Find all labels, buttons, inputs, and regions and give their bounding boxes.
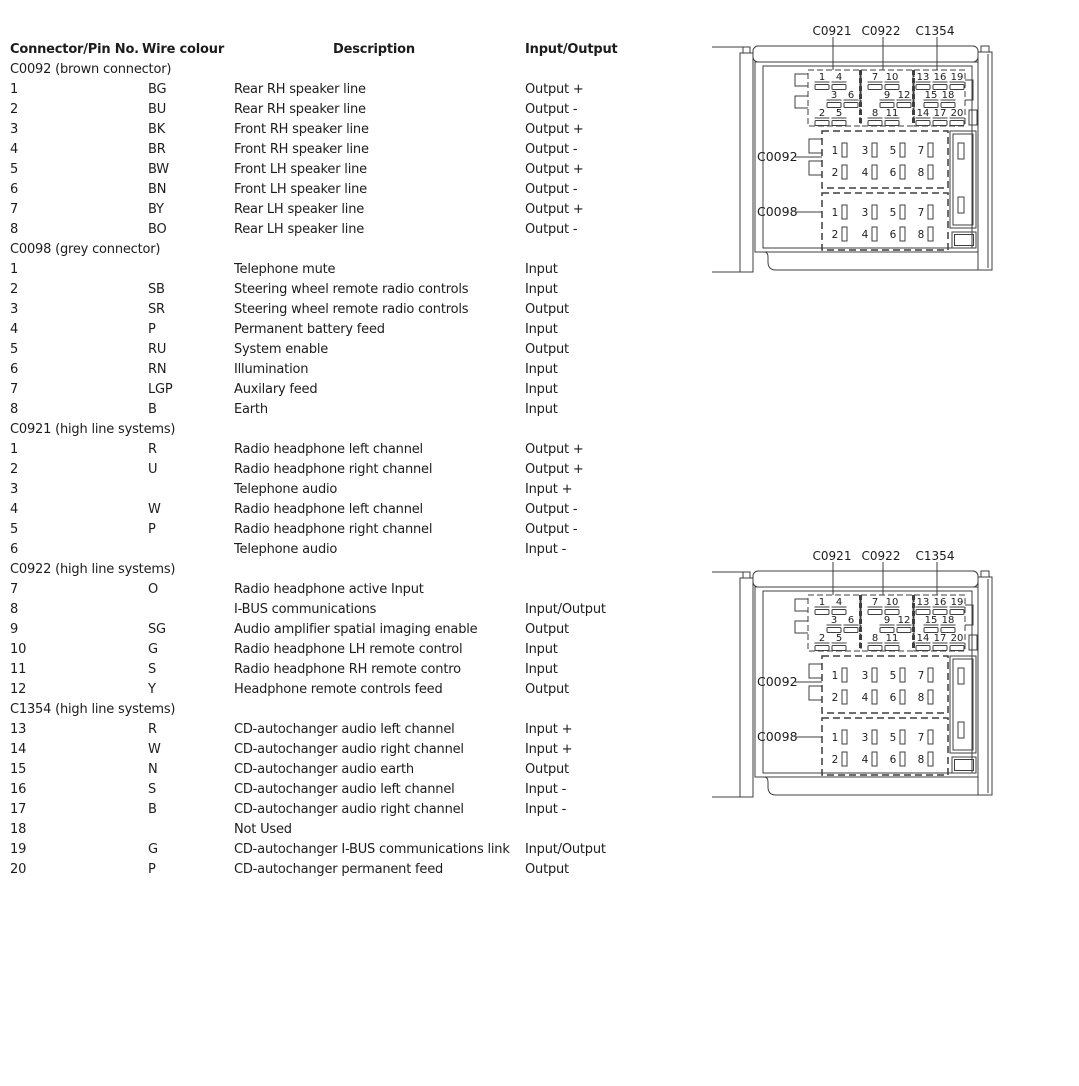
pin-cell: 6 — [10, 542, 19, 557]
io-cell: Input — [525, 362, 558, 377]
description-cell: Radio headphone right channel — [234, 522, 433, 537]
description-cell: Steering wheel remote radio controls — [234, 302, 469, 317]
io-cell: Input + — [525, 482, 573, 497]
table-row — [0, 640, 700, 660]
pin-number: 1 — [831, 207, 839, 219]
wire-colour-cell: SG — [148, 622, 166, 637]
connector-label-c1354: C1354 — [915, 549, 955, 563]
description-cell: Steering wheel remote radio controls — [234, 282, 469, 297]
pin-number: 4 — [835, 72, 843, 83]
pin-cell: 1 — [10, 442, 19, 457]
table-row — [0, 860, 700, 880]
wire-colour-cell: BY — [148, 202, 164, 217]
pin-number: 19 — [950, 597, 964, 608]
pin-cell: 7 — [10, 382, 19, 397]
connector-label-c0098: C0098 — [757, 204, 798, 219]
connector-label-c0098: C0098 — [757, 729, 798, 744]
io-cell: Input — [525, 282, 558, 297]
table-row — [0, 340, 700, 360]
pin-cell: 8 — [10, 602, 19, 617]
table-row — [0, 660, 700, 680]
io-cell: Output + — [525, 462, 584, 477]
connector-label-c0922: C0922 — [861, 549, 901, 563]
pin-number: 6 — [889, 229, 897, 241]
table-row — [0, 680, 700, 700]
section-title: C0092 (brown connector) — [10, 62, 172, 77]
io-cell: Output - — [525, 102, 578, 117]
pin-number: 13 — [916, 72, 930, 83]
wire-colour-cell: S — [148, 782, 157, 797]
description-cell: Telephone audio — [234, 482, 338, 497]
connector-diagram-top — [712, 20, 1000, 282]
description-cell: CD-autochanger audio right channel — [234, 802, 464, 817]
description-cell: System enable — [234, 342, 329, 357]
io-cell: Input — [525, 402, 558, 417]
connector-label-c0092: C0092 — [757, 149, 798, 164]
io-cell: Output + — [525, 442, 584, 457]
io-cell: Output + — [525, 82, 584, 97]
pin-number: 3 — [861, 145, 869, 157]
section-title: C0098 (grey connector) — [10, 242, 161, 257]
io-cell: Output + — [525, 122, 584, 137]
pin-number: 3 — [830, 90, 838, 101]
wire-colour-cell: S — [148, 662, 157, 677]
wire-colour-cell: G — [148, 842, 158, 857]
wire-colour-cell: W — [148, 502, 161, 517]
pin-number: 14 — [916, 108, 930, 119]
description-cell: CD-autochanger audio left channel — [234, 782, 455, 797]
connector-label-c0921: C0921 — [812, 24, 852, 38]
io-cell: Input - — [525, 782, 567, 797]
description-cell: Headphone remote controls feed — [234, 682, 443, 697]
section-title-row — [0, 240, 700, 260]
pin-cell: 4 — [10, 142, 19, 157]
section-title-row — [0, 420, 700, 440]
pin-cell: 13 — [10, 722, 27, 737]
pin-number: 7 — [871, 597, 879, 608]
pin-cell: 1 — [10, 262, 19, 277]
table-row — [0, 80, 700, 100]
pin-cell: 1 — [10, 82, 19, 97]
table-header-row — [0, 40, 700, 60]
pin-number: 6 — [847, 90, 855, 101]
pin-number: 8 — [917, 692, 925, 704]
table-row — [0, 220, 700, 240]
pin-cell: 3 — [10, 482, 19, 497]
wire-colour-cell: U — [148, 462, 158, 477]
pin-number: 6 — [847, 615, 855, 626]
pin-number: 19 — [950, 72, 964, 83]
pin-number: 1 — [831, 732, 839, 744]
pin-number: 11 — [885, 633, 899, 644]
description-cell: Permanent battery feed — [234, 322, 385, 337]
io-cell: Output — [525, 682, 569, 697]
description-cell: Front LH speaker line — [234, 182, 367, 197]
description-cell: Earth — [234, 402, 268, 417]
table-row — [0, 480, 700, 500]
section-title: C0922 (high line systems) — [10, 562, 176, 577]
description-cell: Not Used — [234, 822, 292, 837]
description-cell: Front RH speaker line — [234, 122, 369, 137]
io-cell: Output - — [525, 522, 578, 537]
pin-number: 6 — [889, 692, 897, 704]
pin-number: 4 — [835, 597, 843, 608]
pin-number: 4 — [861, 229, 869, 241]
wire-colour-cell: LGP — [148, 382, 173, 397]
pin-number: 4 — [861, 754, 869, 766]
description-cell: CD-autochanger audio left channel — [234, 722, 455, 737]
pin-cell: 19 — [10, 842, 27, 857]
rear-connector-diagram-top — [712, 20, 1000, 286]
pin-number: 16 — [933, 72, 947, 83]
pin-cell: 17 — [10, 802, 27, 817]
pin-number: 14 — [916, 633, 930, 644]
table-row — [0, 400, 700, 420]
pin-number: 20 — [950, 633, 964, 644]
table-row — [0, 260, 700, 280]
column-header-input-output: Input/Output — [525, 42, 618, 57]
pin-number: 3 — [861, 670, 869, 682]
io-cell: Input + — [525, 722, 573, 737]
table-row — [0, 140, 700, 160]
pin-number: 15 — [924, 90, 938, 101]
chassis-outline — [712, 24, 992, 272]
pin-number: 17 — [933, 108, 947, 119]
pin-number: 5 — [889, 207, 897, 219]
connector-diagram-bottom — [712, 545, 1000, 807]
pin-cell: 8 — [10, 222, 19, 237]
wire-colour-cell: B — [148, 402, 157, 417]
wire-colour-cell: Y — [148, 682, 156, 697]
description-cell: Audio amplifier spatial imaging enable — [234, 622, 478, 637]
description-cell: CD-autochanger I-BUS communications link — [234, 842, 510, 857]
description-cell: Rear LH speaker line — [234, 222, 365, 237]
table-row — [0, 600, 700, 620]
pin-number: 1 — [831, 145, 839, 157]
column-header-wire-colour: Wire colour — [142, 42, 225, 57]
rear-connector-diagram-bottom — [712, 545, 1000, 811]
io-cell: Output — [525, 342, 569, 357]
table-row — [0, 540, 700, 560]
io-cell: Output - — [525, 182, 578, 197]
pin-number: 8 — [917, 754, 925, 766]
pin-number: 16 — [933, 597, 947, 608]
pin-cell: 4 — [10, 502, 19, 517]
pin-number: 6 — [889, 754, 897, 766]
pin-cell: 7 — [10, 582, 19, 597]
pin-cell: 5 — [10, 342, 19, 357]
pin-number: 18 — [941, 615, 955, 626]
pin-number: 18 — [941, 90, 955, 101]
io-cell: Output - — [525, 142, 578, 157]
description-cell: Radio headphone LH remote control — [234, 642, 463, 657]
connector-label-c0921: C0921 — [812, 549, 852, 563]
table-row — [0, 720, 700, 740]
pin-number: 2 — [831, 229, 839, 241]
pin-cell: 2 — [10, 282, 19, 297]
wire-colour-cell: BR — [148, 142, 166, 157]
wire-colour-cell: P — [148, 862, 156, 877]
table-row — [0, 740, 700, 760]
table-row — [0, 360, 700, 380]
wire-colour-cell: RU — [148, 342, 167, 357]
pin-cell: 15 — [10, 762, 27, 777]
wire-colour-cell: N — [148, 762, 158, 777]
wire-colour-cell: P — [148, 522, 156, 537]
connector-label-c0922: C0922 — [861, 24, 901, 38]
description-cell: CD-autochanger audio right channel — [234, 742, 464, 757]
io-cell: Output — [525, 762, 569, 777]
pin-number: 11 — [885, 108, 899, 119]
description-cell: Front RH speaker line — [234, 142, 369, 157]
wire-colour-cell: BK — [148, 122, 166, 137]
table-row — [0, 820, 700, 840]
wire-colour-cell: R — [148, 722, 157, 737]
pin-number: 3 — [830, 615, 838, 626]
connector-label-c1354: C1354 — [915, 24, 955, 38]
pin-cell: 10 — [10, 642, 27, 657]
description-cell: Telephone audio — [234, 542, 338, 557]
pin-number: 10 — [885, 597, 899, 608]
pin-cell: 16 — [10, 782, 27, 797]
table-row — [0, 120, 700, 140]
description-cell: Illumination — [234, 362, 309, 377]
pin-number: 5 — [889, 145, 897, 157]
io-cell: Input + — [525, 742, 573, 757]
table-row — [0, 580, 700, 600]
table-row — [0, 840, 700, 860]
pin-number: 8 — [871, 633, 879, 644]
pin-number: 12 — [897, 615, 911, 626]
description-cell: Auxilary feed — [234, 382, 318, 397]
pin-number: 1 — [818, 72, 826, 83]
description-cell: Rear RH speaker line — [234, 82, 366, 97]
wire-colour-cell: RN — [148, 362, 167, 377]
wire-colour-cell: SR — [148, 302, 165, 317]
table-row — [0, 500, 700, 520]
wire-colour-cell: G — [148, 642, 158, 657]
io-cell: Output — [525, 302, 569, 317]
table-row — [0, 460, 700, 480]
table-row — [0, 380, 700, 400]
table-row — [0, 760, 700, 780]
io-cell: Output - — [525, 502, 578, 517]
pin-number: 20 — [950, 108, 964, 119]
description-cell: Radio headphone active Input — [234, 582, 424, 597]
wire-colour-cell: R — [148, 442, 157, 457]
pin-cell: 18 — [10, 822, 27, 837]
table-row — [0, 800, 700, 820]
column-header-connector-pin: Connector/Pin No. — [10, 42, 139, 57]
pin-cell: 9 — [10, 622, 19, 637]
pin-number: 5 — [835, 108, 843, 119]
table-row — [0, 320, 700, 340]
io-cell: Input — [525, 322, 558, 337]
description-cell: Radio headphone right channel — [234, 462, 433, 477]
description-cell: CD-autochanger audio earth — [234, 762, 414, 777]
pin-number: 1 — [818, 597, 826, 608]
table-row — [0, 180, 700, 200]
pin-cell: 7 — [10, 202, 19, 217]
pin-cell: 3 — [10, 122, 19, 137]
table-row — [0, 440, 700, 460]
pin-cell: 5 — [10, 162, 19, 177]
pin-cell: 6 — [10, 362, 19, 377]
pin-number: 2 — [831, 167, 839, 179]
pin-number: 7 — [917, 670, 925, 682]
section-title: C1354 (high line systems) — [10, 702, 176, 717]
wire-colour-cell: BO — [148, 222, 167, 237]
table-row — [0, 520, 700, 540]
pin-cell: 3 — [10, 302, 19, 317]
pin-cell: 2 — [10, 102, 19, 117]
pin-number: 3 — [861, 732, 869, 744]
description-cell: Front LH speaker line — [234, 162, 367, 177]
wire-colour-cell: P — [148, 322, 156, 337]
pin-number: 5 — [835, 633, 843, 644]
pin-number: 15 — [924, 615, 938, 626]
pin-number: 7 — [917, 732, 925, 744]
description-cell: Radio headphone RH remote contro — [234, 662, 461, 677]
section-title-row — [0, 60, 700, 80]
wire-colour-cell: B — [148, 802, 157, 817]
io-cell: Input/Output — [525, 842, 606, 857]
chassis-outline — [712, 549, 992, 797]
pin-number: 5 — [889, 732, 897, 744]
io-cell: Input — [525, 382, 558, 397]
pin-number: 8 — [871, 108, 879, 119]
wire-colour-cell: SB — [148, 282, 165, 297]
wire-colour-cell: BU — [148, 102, 167, 117]
column-header-description: Description — [333, 42, 415, 57]
pin-number: 7 — [917, 145, 925, 157]
description-cell: Radio headphone left channel — [234, 502, 423, 517]
wire-colour-cell: W — [148, 742, 161, 757]
description-cell: Telephone mute — [234, 262, 336, 277]
pin-number: 8 — [917, 229, 925, 241]
pin-number: 8 — [917, 167, 925, 179]
section-title: C0921 (high line systems) — [10, 422, 176, 437]
pin-cell: 20 — [10, 862, 27, 877]
pin-cell: 14 — [10, 742, 27, 757]
io-cell: Input — [525, 262, 558, 277]
connector-label-c0092: C0092 — [757, 674, 798, 689]
description-cell: I-BUS communications — [234, 602, 377, 617]
wire-colour-cell: BN — [148, 182, 167, 197]
pin-number: 2 — [831, 754, 839, 766]
wire-colour-cell: BG — [148, 82, 167, 97]
io-cell: Input - — [525, 542, 567, 557]
pin-number: 9 — [883, 90, 891, 101]
pin-cell: 6 — [10, 182, 19, 197]
pin-number: 5 — [889, 670, 897, 682]
description-cell: Rear LH speaker line — [234, 202, 365, 217]
pin-cell: 5 — [10, 522, 19, 537]
pin-number: 10 — [885, 72, 899, 83]
pin-number: 1 — [831, 670, 839, 682]
io-cell: Input/Output — [525, 602, 606, 617]
table-row — [0, 160, 700, 180]
table-row — [0, 280, 700, 300]
description-cell: Rear RH speaker line — [234, 102, 366, 117]
pin-number: 7 — [871, 72, 879, 83]
pin-cell: 8 — [10, 402, 19, 417]
pin-number: 7 — [917, 207, 925, 219]
wire-colour-cell: BW — [148, 162, 169, 177]
pin-number: 13 — [916, 597, 930, 608]
pin-number: 4 — [861, 167, 869, 179]
description-cell: Radio headphone left channel — [234, 442, 423, 457]
pin-number: 2 — [818, 633, 826, 644]
pin-number: 2 — [831, 692, 839, 704]
pin-cell: 12 — [10, 682, 27, 697]
pin-cell: 4 — [10, 322, 19, 337]
io-cell: Input — [525, 662, 558, 677]
pin-number: 3 — [861, 207, 869, 219]
table-row — [0, 100, 700, 120]
wire-colour-cell: O — [148, 582, 159, 597]
pin-number: 4 — [861, 692, 869, 704]
io-cell: Input — [525, 642, 558, 657]
pin-number: 12 — [897, 90, 911, 101]
description-cell: CD-autochanger permanent feed — [234, 862, 444, 877]
table-row — [0, 780, 700, 800]
io-cell: Output + — [525, 202, 584, 217]
table-row — [0, 620, 700, 640]
pin-cell: 2 — [10, 462, 19, 477]
io-cell: Input - — [525, 802, 567, 817]
table-row — [0, 300, 700, 320]
section-title-row — [0, 560, 700, 580]
io-cell: Output - — [525, 222, 578, 237]
io-cell: Output — [525, 622, 569, 637]
pin-number: 2 — [818, 108, 826, 119]
pin-cell: 11 — [10, 662, 27, 677]
pin-number: 17 — [933, 633, 947, 644]
pin-number: 9 — [883, 615, 891, 626]
table-row — [0, 200, 700, 220]
io-cell: Output — [525, 862, 569, 877]
pin-number: 6 — [889, 167, 897, 179]
section-title-row — [0, 700, 700, 720]
io-cell: Output + — [525, 162, 584, 177]
